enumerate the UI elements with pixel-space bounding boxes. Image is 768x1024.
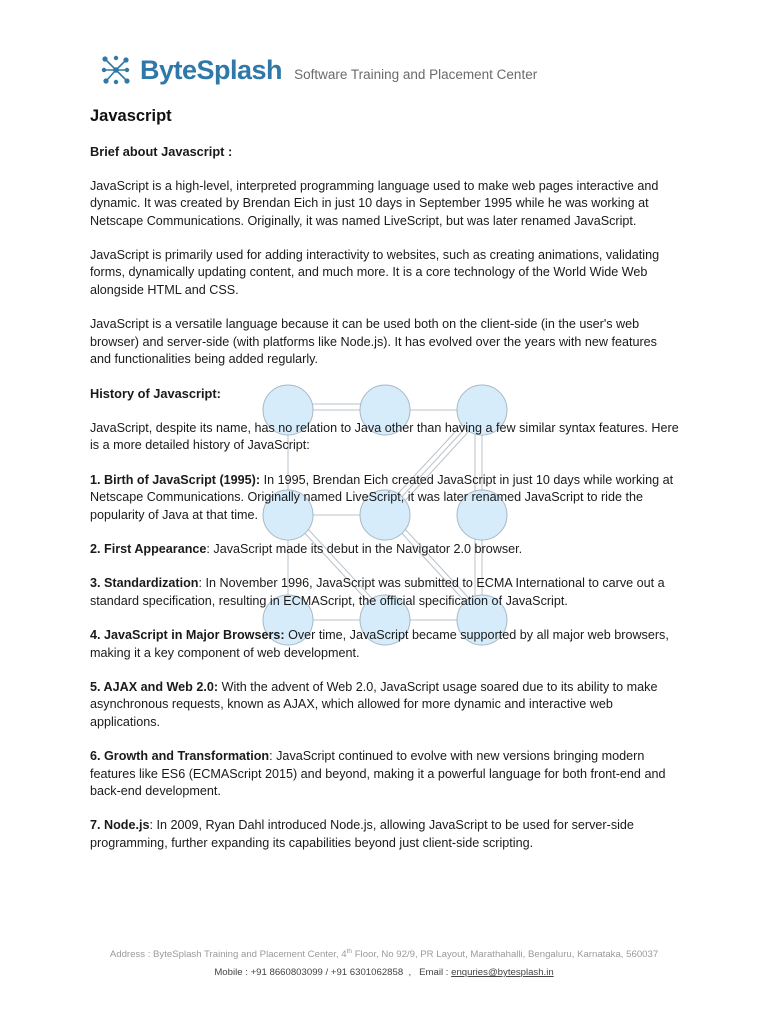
brief-paragraph-2: JavaScript is primarily used for adding interactivity to websites, such as creating animations, validating forms, dynamically updating content, and much more. It is a core technology of the World Wide Web alongside HTML and CSS.: [90, 248, 660, 297]
footer-contact: [0, 964, 768, 982]
email-link[interactable]: enquries@bytesplash.in: [451, 967, 554, 979]
brief-paragraph-1: JavaScript is a high-level, interpreted programming language used to make web pages interactive and dynamic. It was created by Brendan Eich in just 10 days in September 1995 while he was working at Netscape Communications. Originally, it was named LiveScript, but was later renamed JavaScript.: [90, 178, 659, 228]
history-item-label: 2. First Appearance: [90, 541, 207, 556]
footer-address-prefix: Address : ByteSplash Training and Placement Center, 4: [109, 949, 347, 961]
page-title: Javascript: [90, 107, 172, 125]
page-header: [100, 52, 537, 88]
bytesplash-logo-icon: [100, 54, 132, 86]
history-item-label: 5. AJAX and Web 2.0:: [90, 679, 219, 694]
history-item-4: [90, 627, 680, 662]
history-intro: JavaScript, despite its name, has no relation to Java other than having a few similar syntax features. Here is a more detailed history of JavaScript:: [90, 420, 679, 453]
history-item-label: 7. Node.js: [90, 818, 150, 833]
history-item-text: : In November 1996, JavaScript was submitted to ECMA International to carve out a standard specification, resulting in ECMAScript, the official specification of JavaScript.: [90, 576, 665, 608]
history-item-label: 1. Birth of JavaScript (1995):: [90, 472, 261, 487]
history-item-1: [90, 472, 680, 524]
brand-tagline: Software Training and Placement Center: [294, 66, 538, 82]
history-item-3: [90, 575, 680, 610]
history-heading: History of Javascript:: [90, 386, 221, 402]
history-item-7: [90, 817, 680, 852]
history-item-text: With the advent of Web 2.0, JavaScript usage soared due to its ability to make asynchronous requests, known as AJAX, which allowed for more dynamic and interactive web applications.: [90, 679, 658, 729]
footer-address: [0, 943, 768, 964]
footer-contact-prefix: Mobile : +91 8660803099 / +91 6301062858 , Email :: [214, 967, 452, 979]
history-item-2: [90, 541, 680, 558]
brief-heading: Brief about Javascript :: [90, 144, 233, 160]
brand-name: ByteSplash: [140, 54, 283, 85]
history-item-text: Over time, JavaScript became supported by all major web browsers, making it a key component of web development.: [90, 628, 669, 660]
history-item-5: [90, 679, 680, 731]
history-item-label: 4. JavaScript in Major Browsers:: [90, 628, 285, 643]
footer-address-suffix: Floor, No 92/9, PR Layout, Marathahalli, Bengaluru, Karnataka, 560037: [352, 949, 659, 961]
history-item-text: : JavaScript continued to evolve with new versions bringing modern features like ES6 (ECMAScript 2015) and beyond, making it a powerful language for both front-end and back-end development.: [90, 749, 666, 798]
history-item-text: : In 2009, Ryan Dahl introduced Node.js, allowing JavaScript to be used for server-side programming, further expanding its capabilities beyond just client-side scripting.: [90, 818, 634, 850]
history-item-6: [90, 748, 680, 800]
brief-paragraph-3: JavaScript is a versatile language because it can be used both on the client-side (in the user's web browser) and server-side (with platforms like Node.js). It has evolved over the years with new features and functionalities being added regularly.: [90, 317, 657, 367]
page-footer: [0, 943, 768, 982]
history-item-text: In 1995, Brendan Eich created JavaScript in just 10 days while working at Netscape Communications. Originally named LiveScript, it was later renamed JavaScript to ride the popularity of Java at that time.: [90, 472, 674, 522]
document-body: [90, 108, 680, 869]
history-item-label: 3. Standardization: [90, 576, 199, 591]
history-item-label: 6. Growth and Transformation: [90, 749, 270, 764]
history-item-text: : JavaScript made its debut in the Navigator 2.0 browser.: [206, 541, 523, 556]
footer-address-sup: th: [346, 948, 353, 955]
